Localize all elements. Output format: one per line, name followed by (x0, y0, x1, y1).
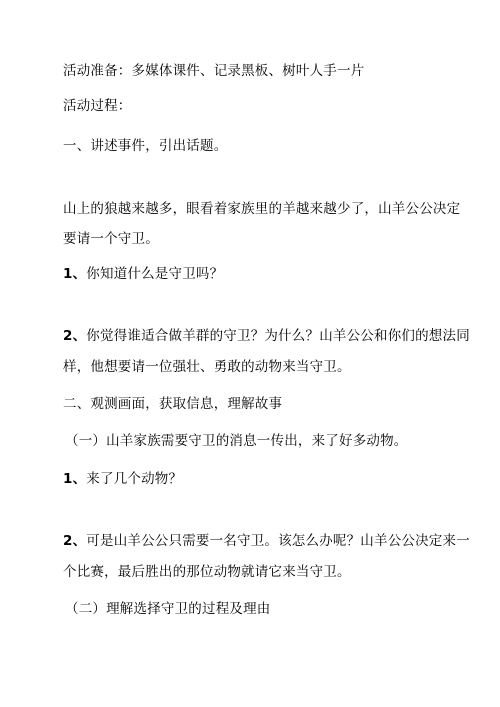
subsection-heading-1 (65, 432, 408, 450)
subsection-heading-2 (65, 600, 271, 618)
question-3 (63, 470, 182, 488)
paragraph-line (63, 563, 351, 581)
line-text: 山上的狼越来越多，眼看着家族里的羊越来越少了，山羊公公决定 (63, 201, 461, 217)
paragraph-line (63, 358, 351, 376)
section-heading-1 (63, 137, 227, 155)
line-text: 样，他想要请一位强壮、勇敢的动物来当守卫。 (63, 359, 351, 375)
question-text: 你觉得谁适合做羊群的守卫？为什么？山羊公公和你们的想法同 (86, 328, 470, 344)
line-text: 活动过程： (63, 98, 132, 114)
line-text: 一、讲述事件，引出话题。 (63, 138, 228, 154)
line-text: 要请一个守卫。 (63, 231, 159, 247)
question-text: 来了几个动物？ (86, 471, 183, 487)
line-text: 二、观测画面，获取信息，理解故事 (63, 396, 283, 412)
question-text: 你知道什么是守卫吗？ (86, 266, 224, 282)
line-text: 活动准备：多媒体课件、记录黑板、树叶人手一片 (63, 63, 365, 79)
section-heading-2 (63, 395, 282, 413)
text-line-process-heading (63, 97, 132, 115)
question-2 (63, 327, 470, 345)
paragraph-line (63, 200, 460, 218)
line-text: 个比赛，最后胜出的那位动物就请它来当守卫。 (63, 564, 351, 580)
question-number: 2、 (63, 533, 87, 549)
question-4 (63, 532, 470, 550)
question-number: 1、 (63, 266, 87, 282)
question-text: 可是山羊公公只需要一名守卫。该怎么办呢？山羊公公决定来一 (86, 533, 470, 549)
paragraph-line (63, 230, 159, 248)
line-text: （一）山羊家族需要守卫的消息一传出，来了好多动物。 (65, 433, 408, 449)
question-number: 1、 (63, 471, 87, 487)
text-line-preparation (63, 62, 364, 80)
question-1 (63, 265, 223, 283)
question-number: 2、 (63, 328, 87, 344)
line-text: （二）理解选择守卫的过程及理由 (65, 601, 271, 617)
